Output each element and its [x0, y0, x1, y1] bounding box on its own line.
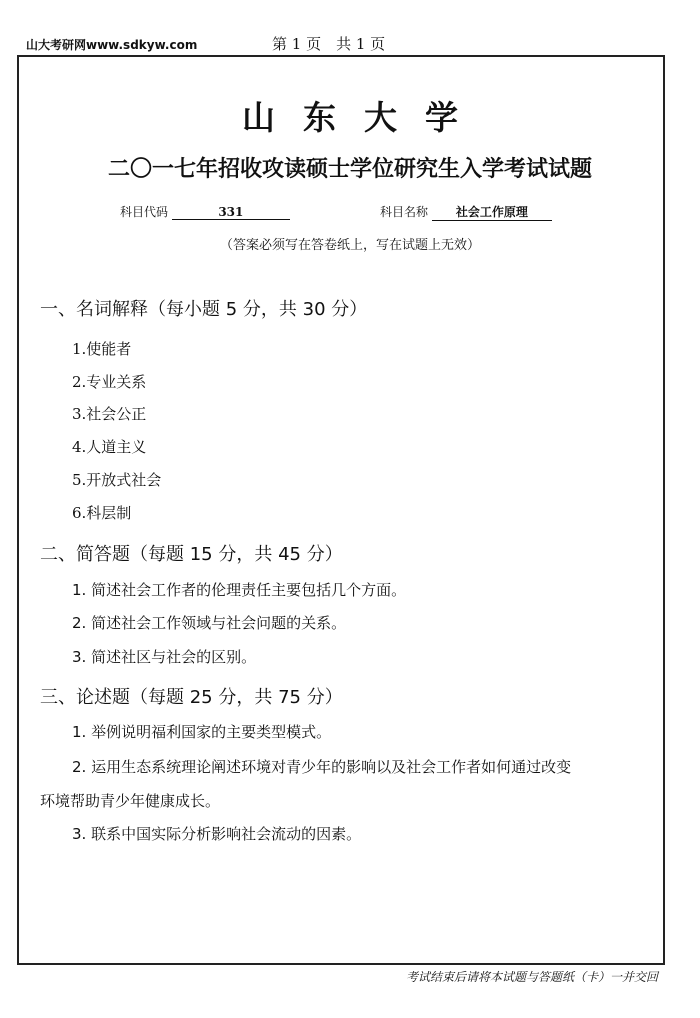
subject-code-label: 科目代码 [120, 205, 169, 219]
subject-name-label: 科目名称 [380, 205, 429, 219]
list-item: 2.专业关系 [72, 373, 147, 391]
list-item: 2. 简述社会工作领域与社会问题的关系。 [72, 614, 347, 632]
answer-notice: （答案必须写在答卷纸上，写在试题上无效） [219, 238, 480, 253]
section-heading-terms: 一、名词解释（每小题 5 分，共 30 分） [40, 299, 368, 320]
list-item: 5.开放式社会 [72, 471, 162, 489]
subject-code [120, 203, 290, 220]
list-item: 4.人道主义 [72, 438, 147, 456]
section-heading-essay: 三、论述题（每题 25 分，共 75 分） [40, 687, 343, 708]
site-name: 山大考研网www.sdkyw.com [26, 38, 198, 52]
list-item: 6.科层制 [72, 504, 132, 522]
list-item-continuation: 环境帮助青少年健康成长。 [40, 792, 221, 810]
page-header [0, 0, 700, 58]
list-item: 1.使能者 [72, 340, 132, 358]
list-item: 1. 简述社会工作者的伦理责任主要包括几个方面。 [72, 581, 407, 599]
subject-code-value: 331 [172, 205, 290, 220]
list-item: 3. 联系中国实际分析影响社会流动的因素。 [72, 825, 362, 843]
footer-instruction: 考试结束后请将本试题与答题纸（卡）一并交回 [405, 970, 658, 984]
subject-name-value: 社会工作原理 [432, 203, 552, 221]
exam-title: 二〇一七年招收攻读硕士学位研究生入学考试试题 [107, 157, 592, 182]
section-heading-short-answer: 二、简答题（每题 15 分，共 45 分） [40, 544, 343, 565]
list-item: 2. 运用生态系统理论阐述环境对青少年的影响以及社会工作者如何通过改变 [72, 758, 572, 776]
list-item: 3. 简述社区与社会的区别。 [72, 648, 257, 666]
page-number: 第 1 页 共 1 页 [272, 35, 386, 53]
subject-name [380, 203, 552, 221]
university-title: 山东大学 [242, 98, 486, 137]
list-item: 3.社会公正 [72, 405, 147, 423]
list-item: 1. 举例说明福利国家的主要类型模式。 [72, 723, 332, 741]
